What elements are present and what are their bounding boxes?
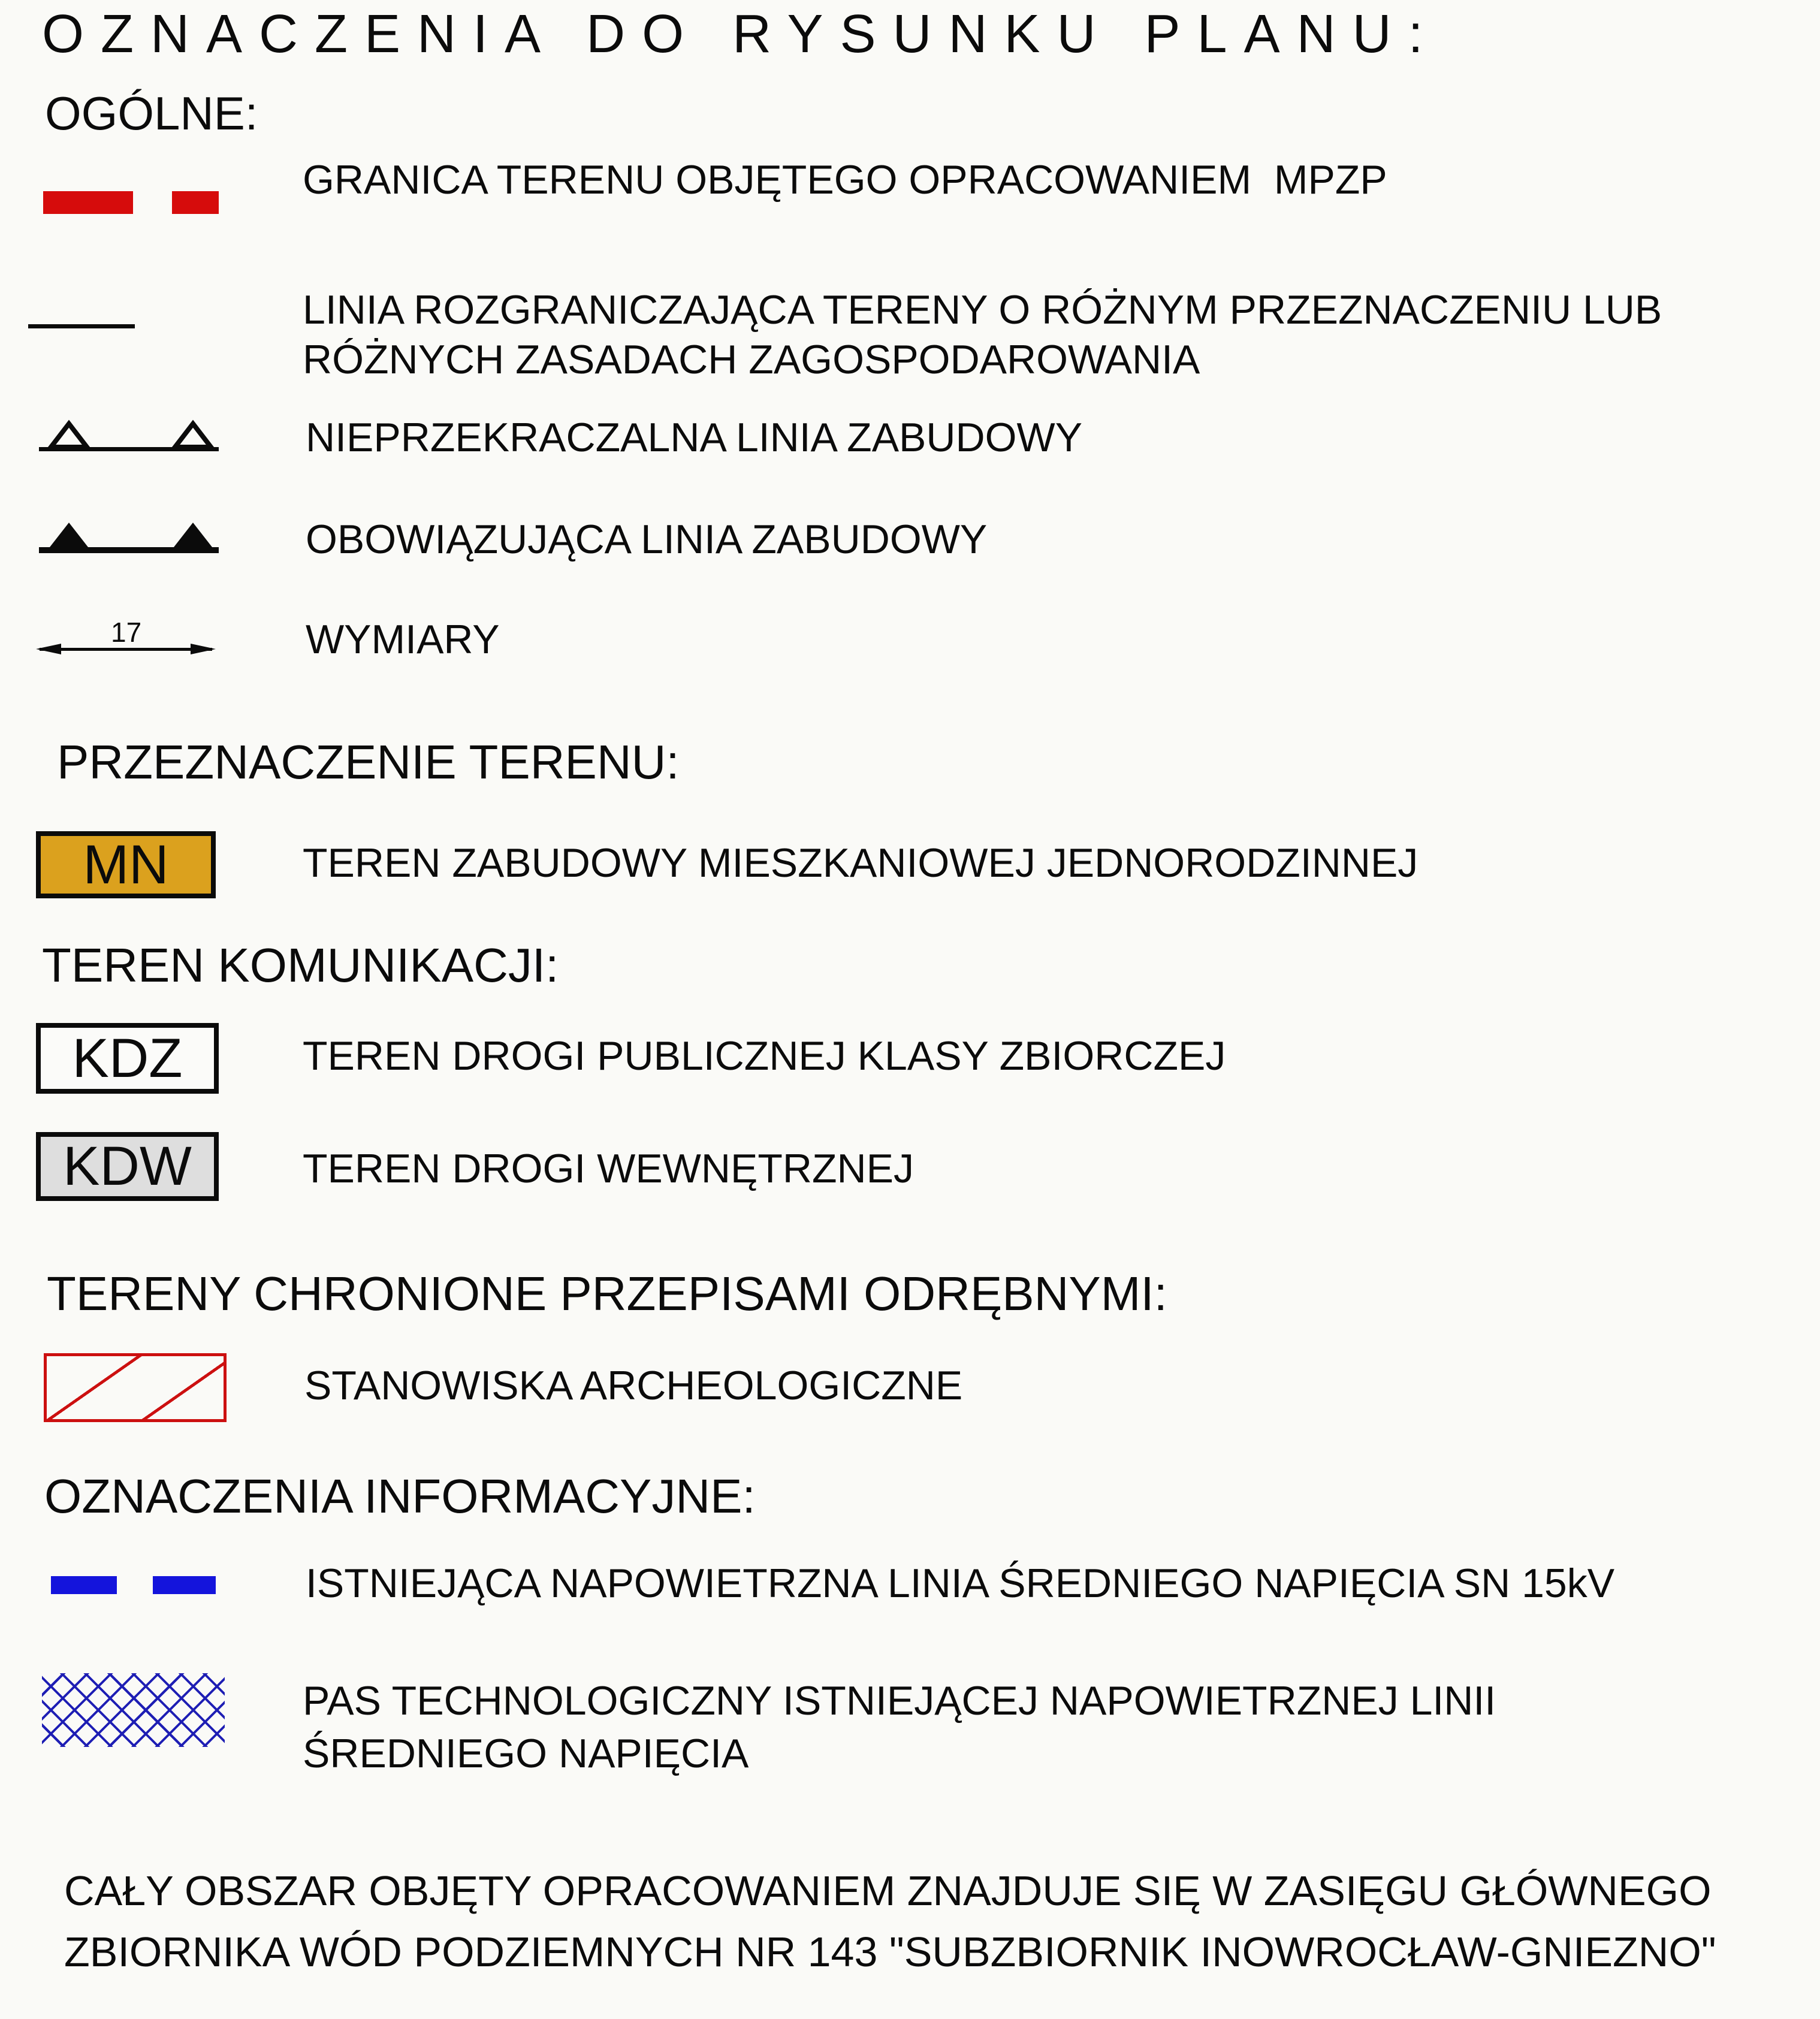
legend-label-pas-technologiczny: PAS TECHNOLOGICZNY ISTNIEJĄCEJ NAPOWIETRZNEJ LINII ŚREDNIEGO NAPIĘCIA: [303, 1678, 1496, 1777]
red-boundary-dash-short-icon: [172, 191, 219, 214]
legend-label-mn: TEREN ZABUDOWY MIESZKANIOWEJ JEDNORODZINNEJ: [303, 840, 1418, 886]
filled-triangles-line-icon: [36, 520, 222, 556]
section-heading-informacyjne: OZNACZENIA INFORMACYJNE:: [44, 1469, 756, 1523]
legend-label-kdz: TEREN DROGI PUBLICZNEJ KLASY ZBIORCZEJ: [303, 1033, 1226, 1079]
kdz-zone-swatch: [36, 1023, 219, 1094]
legend-label-linia-rozgraniczajaca: LINIA ROZGRANICZAJĄCA TERENY O RÓŻNYM PRZEZNACZENIU LUB RÓŻNYCH ZASADACH ZAGOSPODAROWANIA: [303, 287, 1662, 382]
legend-label-granica: GRANICA TERENU OBJĘTEGO OPRACOWANIEM MPZP: [303, 157, 1387, 203]
blue-power-dash-1-icon: [51, 1576, 117, 1594]
legend-title: OZNACZENIA DO RYSUNKU PLANU:: [42, 4, 1440, 64]
section-heading-ogolne: OGÓLNE:: [45, 87, 258, 140]
mn-zone-swatch: [36, 831, 216, 898]
legend-label-linia-sn: ISTNIEJĄCA NAPOWIETRZNA LINIA ŚREDNIEGO NAPIĘCIA SN 15kV: [306, 1561, 1615, 1606]
kdz-zone-code: KDZ: [72, 1027, 183, 1089]
red-boundary-dash-long-icon: [43, 191, 133, 214]
kdw-zone-swatch: [36, 1132, 219, 1201]
section-heading-chronione: TERENY CHRONIONE PRZEPISAMI ODRĘBNYMI:: [47, 1267, 1167, 1320]
dimension-double-arrow-icon: [36, 635, 216, 662]
dimension-value: 17: [111, 617, 142, 648]
mn-zone-code: MN: [83, 834, 169, 895]
legend-label-wymiary: WYMIARY: [306, 617, 500, 662]
kdw-zone-code: KDW: [63, 1136, 192, 1197]
section-heading-przeznaczenie: PRZEZNACZENIE TERENU:: [57, 735, 680, 789]
legend-label-nieprzekraczalna: NIEPRZEKRACZALNA LINIA ZABUDOWY: [306, 415, 1083, 460]
legend-label-kdw: TEREN DROGI WEWNĘTRZNEJ: [303, 1146, 914, 1191]
blue-crosshatch-swatch: [42, 1673, 225, 1747]
groundwater-reservoir-note: CAŁY OBSZAR OBJĘTY OPRACOWANIEM ZNAJDUJE SIĘ W ZASIĘGU GŁÓWNEGO ZBIORNIKA WÓD PODZIEMNYCH NR 143 "SUBZBIORNIK INOWROCŁAW-GNIEZNO": [64, 1867, 1716, 1975]
hollow-triangles-line-icon: [36, 420, 222, 455]
legend-label-obowiazujaca: OBOWIĄZUJĄCA LINIA ZABUDOWY: [306, 517, 988, 562]
red-diagonal-hatch-swatch: [44, 1353, 227, 1422]
solid-boundary-line-icon: [28, 324, 135, 328]
legend-label-stanowiska: STANOWISKA ARCHEOLOGICZNE: [304, 1363, 963, 1408]
blue-power-dash-2-icon: [153, 1576, 216, 1594]
section-heading-komunikacja: TEREN KOMUNIKACJI:: [42, 938, 559, 992]
